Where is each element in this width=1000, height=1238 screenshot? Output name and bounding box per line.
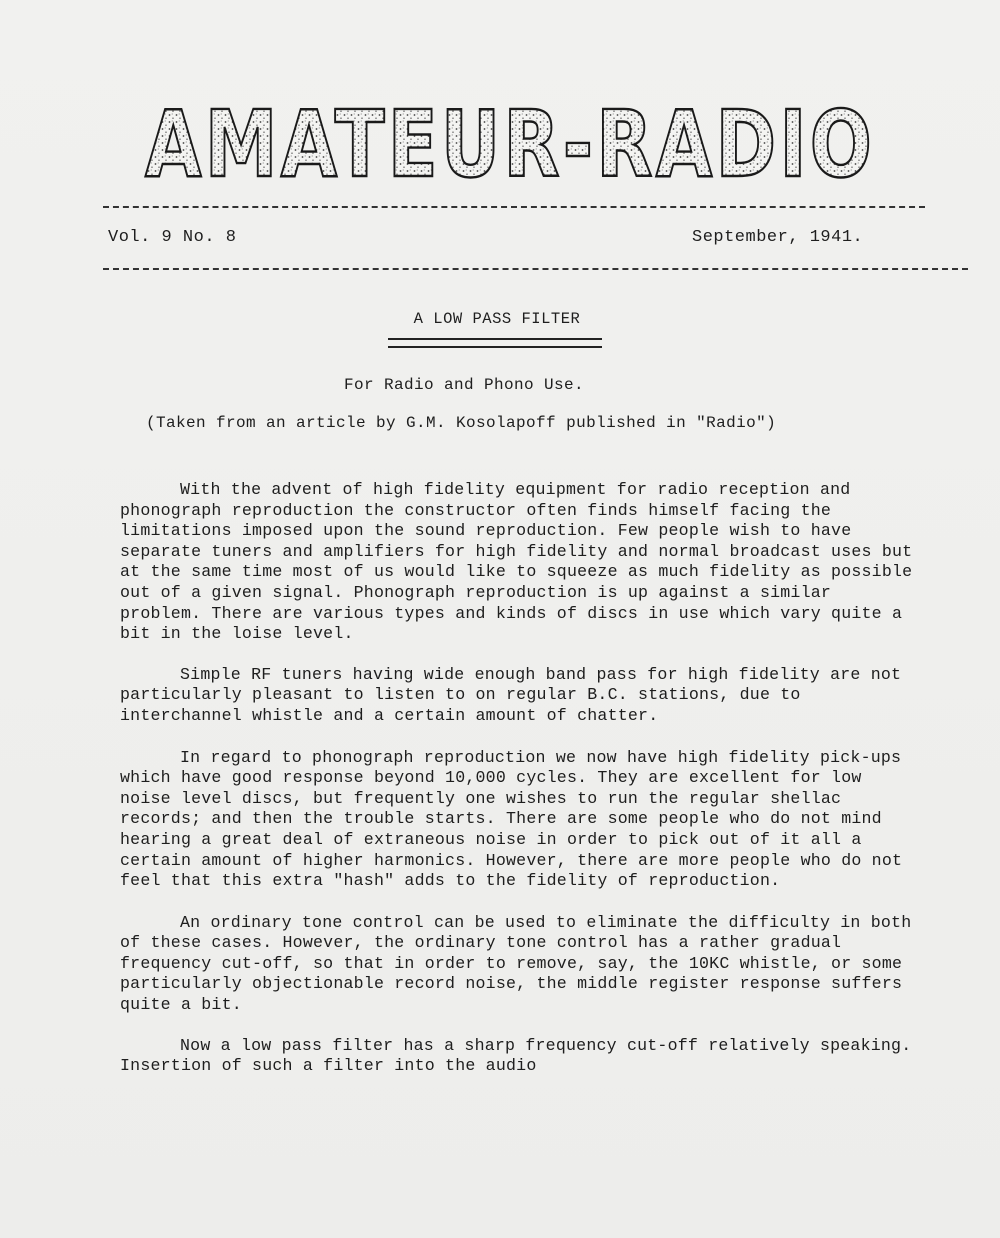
article-subtitle: For Radio and Phono Use. [344, 376, 585, 394]
paragraph: Now a low pass filter has a sharp frequency cut-off relatively speaking. Insertion of such a filter into the audio [120, 1035, 912, 1076]
paragraph: An ordinary tone control can be used to eliminate the difficulty in both of these cases. However, the ordinary tone control has a rather gradual frequency cut-off, so that in order to remove, say, the 10KC whistle, or some particularly objectionable record noise, the middle register response suffers quite a bit. [120, 912, 912, 1015]
paragraph: Simple RF tuners having wide enough band pass for high fidelity are not particularly pleasant to listen to on regular B.C. stations, due to interchannel whistle and a certain amount of chatter. [120, 664, 902, 725]
masthead-logo [140, 91, 880, 198]
issue-date: September, 1941. [692, 228, 864, 247]
paragraph: In regard to phonograph reproduction we now have high fidelity pick-ups which have good response beyond 10,000 cycles. They are excellent for low noise level discs, but frequently one wishes to run the regular shellac records; and then the trouble starts. There are some people who do not mind hearing a great deal of extraneous noise in order to pick out of it all a certain amount of higher harmonics. However, there are more people who do not feel that this extra "hash" adds to the fidelity of reproduction. [120, 747, 903, 891]
article-credit: (Taken from an article by G.M. Kosolapoff published in "Radio") [146, 414, 777, 432]
article-title: A LOW PASS FILTER [413, 310, 581, 328]
volume-number: Vol. 9 No. 8 [108, 228, 237, 247]
header-rule-bottom [103, 268, 968, 270]
title-double-underline [388, 338, 602, 348]
masthead-title: AMATEUR-RADIO [145, 91, 875, 198]
header-rule-top [103, 206, 925, 208]
paragraph: With the advent of high fidelity equipment for radio reception and phonograph reproduction the constructor often finds himself facing the limitations imposed upon the sound reproduction. Few people wish to have separate tuners and amplifiers for high fidelity and normal broadcast uses but at the same time most of us would like to squeeze as much fidelity as possible out of a given signal. Phonograph reproduction is up against a similar problem. There are various types and kinds of discs in use which vary quite a bit in the loise level. [120, 480, 913, 644]
masthead-logo-graphic [140, 91, 880, 198]
article-body [120, 480, 920, 1097]
